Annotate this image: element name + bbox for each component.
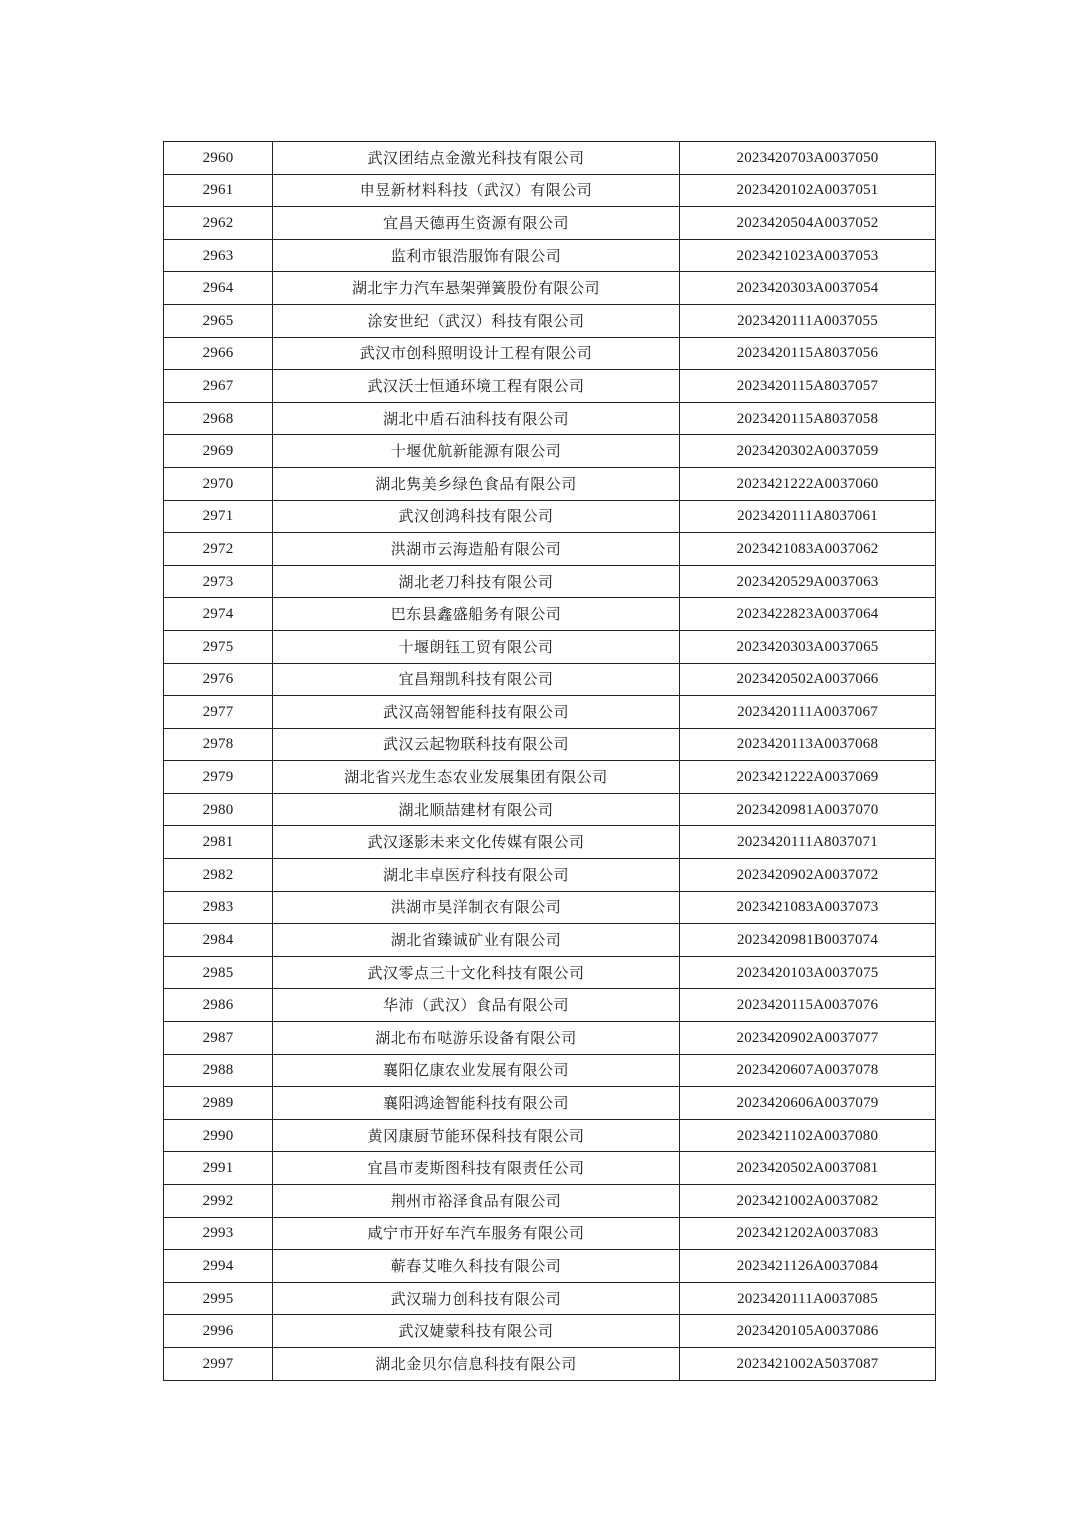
row-number-cell: 2994 <box>164 1250 273 1283</box>
registration-code-cell: 2023421202A0037083 <box>680 1217 936 1250</box>
row-number-cell: 2978 <box>164 728 273 761</box>
row-number-cell: 2963 <box>164 239 273 272</box>
company-name-cell: 武汉逐影未来文化传媒有限公司 <box>273 826 680 859</box>
registration-code-cell: 2023420303A0037054 <box>680 272 936 305</box>
registration-code-cell: 2023420115A0037076 <box>680 989 936 1022</box>
registration-code-cell: 2023421222A0037069 <box>680 761 936 794</box>
table-row <box>164 435 936 468</box>
company-name-cell: 申昱新材料科技（武汉）有限公司 <box>273 174 680 207</box>
company-name-cell: 宜昌市麦斯图科技有限责任公司 <box>273 1152 680 1185</box>
company-name-cell: 湖北中盾石油科技有限公司 <box>273 402 680 435</box>
table-row <box>164 533 936 566</box>
row-number-cell: 2997 <box>164 1347 273 1380</box>
row-number-cell: 2995 <box>164 1282 273 1315</box>
company-name-cell: 襄阳鸿途智能科技有限公司 <box>273 1087 680 1120</box>
table-row <box>164 793 936 826</box>
table-row <box>164 1054 936 1087</box>
enterprise-registry-table <box>163 141 936 1381</box>
table-row <box>164 565 936 598</box>
table-row <box>164 337 936 370</box>
table-row <box>164 859 936 892</box>
table-row <box>164 1217 936 1250</box>
company-name-cell: 荆州市裕泽食品有限公司 <box>273 1185 680 1218</box>
row-number-cell: 2974 <box>164 598 273 631</box>
table-row <box>164 207 936 240</box>
row-number-cell: 2972 <box>164 533 273 566</box>
registration-code-cell: 2023420902A0037072 <box>680 859 936 892</box>
table-row <box>164 1282 936 1315</box>
table-row <box>164 761 936 794</box>
table-row <box>164 1119 936 1152</box>
table-row <box>164 663 936 696</box>
row-number-cell: 2964 <box>164 272 273 305</box>
registration-code-cell: 2023420115A8037057 <box>680 370 936 403</box>
table-row <box>164 598 936 631</box>
company-name-cell: 武汉瑞力创科技有限公司 <box>273 1282 680 1315</box>
row-number-cell: 2983 <box>164 891 273 924</box>
registration-code-cell: 2023420111A0037055 <box>680 304 936 337</box>
company-name-cell: 咸宁市开好车汽车服务有限公司 <box>273 1217 680 1250</box>
company-name-cell: 湖北宇力汽车悬架弹簧股份有限公司 <box>273 272 680 305</box>
row-number-cell: 2965 <box>164 304 273 337</box>
row-number-cell: 2984 <box>164 924 273 957</box>
company-name-cell: 巴东县鑫盛船务有限公司 <box>273 598 680 631</box>
row-number-cell: 2962 <box>164 207 273 240</box>
table-row <box>164 696 936 729</box>
registration-code-cell: 2023421126A0037084 <box>680 1250 936 1283</box>
table-row <box>164 402 936 435</box>
table-row <box>164 924 936 957</box>
row-number-cell: 2988 <box>164 1054 273 1087</box>
row-number-cell: 2992 <box>164 1185 273 1218</box>
row-number-cell: 2991 <box>164 1152 273 1185</box>
company-name-cell: 湖北金贝尔信息科技有限公司 <box>273 1347 680 1380</box>
row-number-cell: 2990 <box>164 1119 273 1152</box>
row-number-cell: 2976 <box>164 663 273 696</box>
registration-code-cell: 2023420703A0037050 <box>680 142 936 175</box>
table-row <box>164 174 936 207</box>
table-row <box>164 1185 936 1218</box>
table-row <box>164 467 936 500</box>
company-name-cell: 湖北顺喆建材有限公司 <box>273 793 680 826</box>
row-number-cell: 2961 <box>164 174 273 207</box>
company-name-cell: 涂安世纪（武汉）科技有限公司 <box>273 304 680 337</box>
table-row <box>164 956 936 989</box>
registration-code-cell: 2023421002A5037087 <box>680 1347 936 1380</box>
registration-code-cell: 2023420115A8037058 <box>680 402 936 435</box>
registration-code-cell: 2023420111A0037085 <box>680 1282 936 1315</box>
company-name-cell: 宜昌天德再生资源有限公司 <box>273 207 680 240</box>
row-number-cell: 2977 <box>164 696 273 729</box>
registration-code-cell: 2023420303A0037065 <box>680 630 936 663</box>
company-name-cell: 十堰优航新能源有限公司 <box>273 435 680 468</box>
row-number-cell: 2975 <box>164 630 273 663</box>
company-name-cell: 湖北丰卓医疗科技有限公司 <box>273 859 680 892</box>
registration-code-cell: 2023420302A0037059 <box>680 435 936 468</box>
table-row <box>164 370 936 403</box>
table-row <box>164 826 936 859</box>
table-row <box>164 630 936 663</box>
row-number-cell: 2993 <box>164 1217 273 1250</box>
company-name-cell: 武汉云起物联科技有限公司 <box>273 728 680 761</box>
registration-code-cell: 2023420111A0037067 <box>680 696 936 729</box>
registration-code-cell: 2023421222A0037060 <box>680 467 936 500</box>
row-number-cell: 2986 <box>164 989 273 1022</box>
registration-code-cell: 2023420105A0037086 <box>680 1315 936 1348</box>
registration-code-cell: 2023420115A8037056 <box>680 337 936 370</box>
row-number-cell: 2987 <box>164 1022 273 1055</box>
table-row <box>164 500 936 533</box>
registration-code-cell: 2023420103A0037075 <box>680 956 936 989</box>
company-name-cell: 十堰朗钰工贸有限公司 <box>273 630 680 663</box>
company-name-cell: 黄冈康厨节能环保科技有限公司 <box>273 1119 680 1152</box>
company-name-cell: 湖北布布哒游乐设备有限公司 <box>273 1022 680 1055</box>
table-row <box>164 304 936 337</box>
company-name-cell: 华沛（武汉）食品有限公司 <box>273 989 680 1022</box>
registration-code-cell: 2023421023A0037053 <box>680 239 936 272</box>
row-number-cell: 2996 <box>164 1315 273 1348</box>
registration-code-cell: 2023420981A0037070 <box>680 793 936 826</box>
registration-code-cell: 2023420504A0037052 <box>680 207 936 240</box>
company-name-cell: 湖北隽美乡绿色食品有限公司 <box>273 467 680 500</box>
company-name-cell: 武汉市创科照明设计工程有限公司 <box>273 337 680 370</box>
registration-code-cell: 2023420529A0037063 <box>680 565 936 598</box>
row-number-cell: 2973 <box>164 565 273 598</box>
table-row <box>164 239 936 272</box>
registration-code-cell: 2023420981B0037074 <box>680 924 936 957</box>
registration-code-cell: 2023420111A8037061 <box>680 500 936 533</box>
table-row <box>164 728 936 761</box>
table-row <box>164 142 936 175</box>
registration-code-cell: 2023420607A0037078 <box>680 1054 936 1087</box>
company-name-cell: 武汉沃士恒通环境工程有限公司 <box>273 370 680 403</box>
table-row <box>164 272 936 305</box>
registration-code-cell: 2023420113A0037068 <box>680 728 936 761</box>
table-row <box>164 1022 936 1055</box>
company-name-cell: 武汉高翎智能科技有限公司 <box>273 696 680 729</box>
row-number-cell: 2968 <box>164 402 273 435</box>
row-number-cell: 2971 <box>164 500 273 533</box>
company-name-cell: 蕲春艾唯久科技有限公司 <box>273 1250 680 1283</box>
registration-code-cell: 2023420502A0037081 <box>680 1152 936 1185</box>
row-number-cell: 2985 <box>164 956 273 989</box>
registration-code-cell: 2023421102A0037080 <box>680 1119 936 1152</box>
company-name-cell: 襄阳亿康农业发展有限公司 <box>273 1054 680 1087</box>
row-number-cell: 2981 <box>164 826 273 859</box>
company-name-cell: 武汉创鸿科技有限公司 <box>273 500 680 533</box>
company-name-cell: 监利市银浩服饰有限公司 <box>273 239 680 272</box>
registration-code-cell: 2023420102A0037051 <box>680 174 936 207</box>
registration-code-cell: 2023420606A0037079 <box>680 1087 936 1120</box>
company-name-cell: 武汉零点三十文化科技有限公司 <box>273 956 680 989</box>
row-number-cell: 2989 <box>164 1087 273 1120</box>
table-row <box>164 989 936 1022</box>
row-number-cell: 2979 <box>164 761 273 794</box>
company-name-cell: 湖北省臻诚矿业有限公司 <box>273 924 680 957</box>
row-number-cell: 2966 <box>164 337 273 370</box>
company-name-cell: 洪湖市昊洋制衣有限公司 <box>273 891 680 924</box>
table-row <box>164 1250 936 1283</box>
table-row <box>164 1152 936 1185</box>
table-row <box>164 1347 936 1380</box>
company-name-cell: 洪湖市云海造船有限公司 <box>273 533 680 566</box>
registration-code-cell: 2023420502A0037066 <box>680 663 936 696</box>
registration-code-cell: 2023421083A0037073 <box>680 891 936 924</box>
table-row <box>164 891 936 924</box>
company-name-cell: 武汉团结点金激光科技有限公司 <box>273 142 680 175</box>
registry-table-body <box>164 142 936 1381</box>
row-number-cell: 2970 <box>164 467 273 500</box>
company-name-cell: 湖北老刀科技有限公司 <box>273 565 680 598</box>
table-row <box>164 1315 936 1348</box>
registration-code-cell: 2023421002A0037082 <box>680 1185 936 1218</box>
company-name-cell: 宜昌翔凯科技有限公司 <box>273 663 680 696</box>
row-number-cell: 2967 <box>164 370 273 403</box>
table-row <box>164 1087 936 1120</box>
row-number-cell: 2960 <box>164 142 273 175</box>
row-number-cell: 2980 <box>164 793 273 826</box>
company-name-cell: 武汉婕蒙科技有限公司 <box>273 1315 680 1348</box>
registration-code-cell: 2023420902A0037077 <box>680 1022 936 1055</box>
registration-code-cell: 2023421083A0037062 <box>680 533 936 566</box>
company-name-cell: 湖北省兴龙生态农业发展集团有限公司 <box>273 761 680 794</box>
registration-code-cell: 2023420111A8037071 <box>680 826 936 859</box>
row-number-cell: 2969 <box>164 435 273 468</box>
row-number-cell: 2982 <box>164 859 273 892</box>
registration-code-cell: 2023422823A0037064 <box>680 598 936 631</box>
